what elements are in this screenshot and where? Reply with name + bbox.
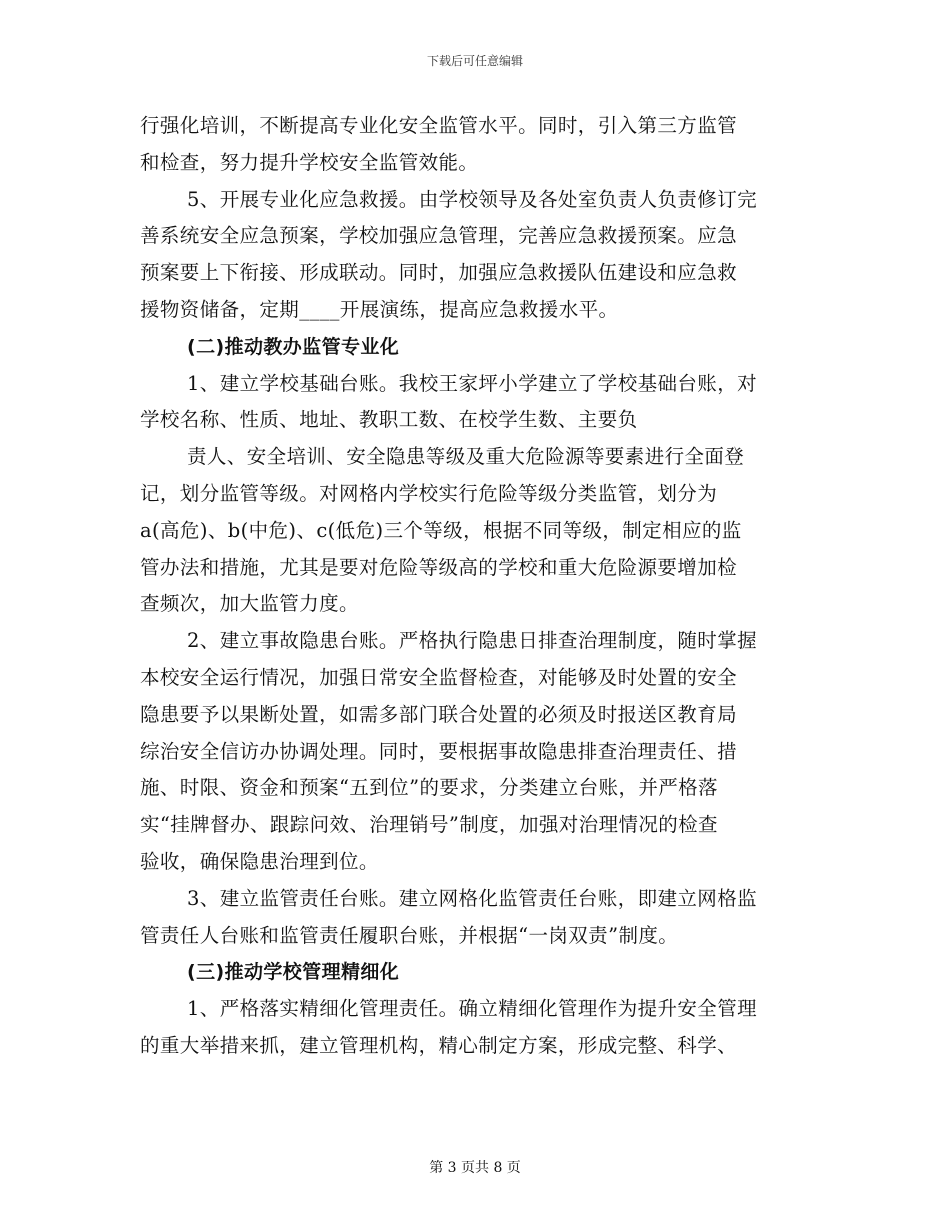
text-line: 学校名称、性质、地址、教职工数、在校学生数、主要负 bbox=[140, 408, 638, 432]
section-heading: (三)推动学校管理精细化 bbox=[187, 961, 400, 984]
text-line: 1、建立学校基础台账。我校王家坪小学建立了学校基础台账，对 bbox=[187, 371, 758, 395]
text-line: a(高危)、b(中危)、c(低危)三个等级，根据不同等级，制定相应的监 bbox=[140, 518, 742, 542]
text-line: 的重大举措来抓，建立管理机构，精心制定方案，形成完整、科学、 bbox=[140, 1033, 738, 1057]
text-line: 责人、安全培训、安全隐患等级及重大危险源等要素进行全面登 bbox=[187, 445, 745, 469]
text-line: 行强化培训，不断提高专业化安全监管水平。同时，引入第三方监管 bbox=[140, 114, 738, 137]
text-line: 管责任人台账和监管责任履职台账，并根据“一岗双责”制度。 bbox=[140, 923, 679, 947]
text-line: 本校安全运行情况，加强日常安全监督检查，对能够及时处置的安全 bbox=[140, 665, 738, 689]
text-line: 查频次，加大监管力度。 bbox=[140, 592, 359, 616]
text-line: 善系统安全应急预案，学校加强应急管理，完善应急救援预案。应急 bbox=[140, 224, 738, 248]
text-line: 记，划分监管等级。对网格内学校实行危险等级分类监管，划分为 bbox=[140, 481, 718, 505]
text-line: 和检查，努力提升学校安全监管效能。 bbox=[140, 150, 479, 174]
text-line: 2、建立事故隐患台账。严格执行隐患日排查治理制度，随时掌握 bbox=[187, 629, 758, 653]
text-line: 1、严格落实精细化管理责任。确立精细化管理作为提升安全管理 bbox=[187, 997, 758, 1021]
text-line: 施、时限、资金和预案“五到位”的要求，分类建立台账，并严格落 bbox=[140, 776, 718, 800]
page-footer: 第 3 页共 8 页 bbox=[429, 1160, 521, 1176]
section-heading: (二)推动教办监管专业化 bbox=[187, 335, 400, 358]
text-line: 预案要上下衔接、形成联动。同时，加强应急救援队伍建设和应急救 bbox=[140, 261, 738, 285]
text-line: 3、建立监管责任台账。建立网格化监管责任台账，即建立网格监 bbox=[187, 886, 758, 910]
text-line: 验收，确保隐患治理到位。 bbox=[140, 849, 379, 873]
text-line: 隐患要予以果断处置，如需多部门联合处置的必须及时报送区教育局 bbox=[140, 702, 738, 726]
text-line: 援物资储备，定期____开展演练，提高应急救援水平。 bbox=[140, 297, 619, 321]
text-line: 5、开展专业化应急救援。由学校领导及各处室负责人负责修订完 bbox=[187, 187, 758, 211]
text-line: 实“挂牌督办、跟踪问效、治理销号”制度，加强对治理情况的检查 bbox=[140, 813, 718, 837]
document-body bbox=[140, 108, 812, 1065]
text-line: 综治安全信访办协调处理。同时，要根据事故隐患排查治理责任、措 bbox=[140, 739, 738, 763]
text-line: 管办法和措施，尤其是要对危险等级高的学校和重大危险源要增加检 bbox=[140, 555, 738, 579]
page-header: 下载后可任意编辑 bbox=[426, 54, 523, 68]
